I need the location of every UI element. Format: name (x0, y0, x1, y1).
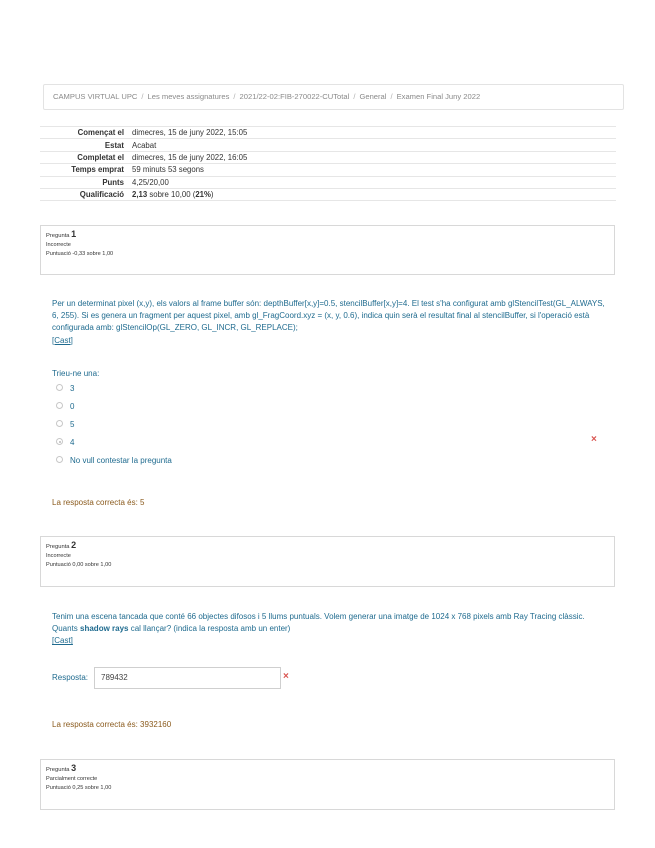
cast-link[interactable]: [Cast] (52, 335, 73, 345)
choose-one-prompt: Trieu-ne una: (52, 369, 100, 378)
summary-label: Punts (40, 176, 128, 188)
summary-label: Començat el (40, 127, 128, 139)
question-state: Incorrecte (46, 242, 71, 248)
summary-value: Acabat (128, 139, 616, 151)
question-number-value: 3 (71, 763, 77, 773)
grade-percent: 21% (195, 190, 211, 200)
breadcrumb (43, 84, 624, 110)
question-state: Incorrecte (46, 553, 71, 559)
summary-grade-value (128, 188, 616, 200)
breadcrumb-link-exam[interactable]: Examen Final Juny 2022 (396, 92, 481, 101)
question-state: Parcialment correcte (46, 776, 98, 782)
radio-button[interactable] (56, 402, 63, 409)
correct-answer-feedback: La resposta correcta és: 3932160 (52, 720, 172, 729)
question-text-content: Per un determinat pixel (x,y), els valors al frame buffer són: depthBuffer[x,y]=0.5, stencilBuffer[x,y]=4. El test s'ha configurat amb glStencilTest(GL_ALWAYS, 6, 255). Si es genera un fragment per aquest pixel, amb gl_FragCoord.xyz = (x, y, 0.6), indica quin serà el resultat final al stencilBuffer, si l'operació està configurada amb: glStencilOp(GL_ZERO, GL_INCR, GL_REPLACE); (52, 299, 605, 333)
option-5[interactable] (56, 419, 74, 431)
summary-value: 59 minuts 53 segons (128, 164, 616, 176)
question-1-text (52, 298, 612, 347)
grade-out-of: sobre 10,00 ( (147, 190, 196, 200)
option-label: 3 (70, 384, 75, 393)
summary-row-state (40, 139, 616, 151)
question-number (46, 229, 609, 239)
grade-close: ) (210, 190, 214, 200)
question-number-value: 2 (71, 540, 77, 550)
option-no-answer[interactable] (56, 455, 172, 467)
question-3-info (40, 759, 615, 810)
question-label: Pregunta (46, 233, 70, 239)
incorrect-icon: × (283, 671, 289, 682)
radio-button[interactable] (56, 420, 63, 427)
summary-row-time-taken (40, 164, 616, 176)
summary-label: Qualificació (40, 188, 128, 200)
option-label: 4 (70, 438, 75, 447)
summary-row-grade (40, 188, 616, 200)
summary-row-points (40, 176, 616, 188)
option-4-selected[interactable] (56, 437, 74, 449)
summary-value: dimecres, 15 de juny 2022, 15:05 (128, 127, 616, 139)
breadcrumb-link-course[interactable]: 2021/22-02:FIB-270022-CUTotal (239, 92, 350, 101)
option-label: 0 (70, 402, 75, 411)
option-3[interactable] (56, 383, 74, 395)
summary-label: Completat el (40, 151, 128, 163)
radio-button[interactable] (56, 456, 63, 463)
summary-row-started (40, 127, 616, 139)
quiz-summary-table (40, 126, 616, 201)
summary-value: dimecres, 15 de juny 2022, 16:05 (128, 151, 616, 163)
breadcrumb-separator: / (141, 92, 144, 101)
summary-value: 4,25/20,00 (128, 176, 616, 188)
cast-link[interactable]: [Cast] (52, 636, 73, 646)
radio-button-checked[interactable] (56, 438, 63, 445)
breadcrumb-separator: / (233, 92, 236, 101)
radio-button[interactable] (56, 384, 63, 391)
question-label: Pregunta (46, 767, 70, 773)
question-points: Puntuació 0,25 sobre 1,00 (46, 785, 112, 791)
summary-label: Estat (40, 139, 128, 151)
option-label: No vull contestar la pregunta (70, 456, 172, 465)
breadcrumb-link-my-courses[interactable]: Les meves assignatures (147, 92, 230, 101)
breadcrumb-separator: / (390, 92, 393, 101)
answer-label: Resposta: (52, 673, 89, 682)
breadcrumb-separator: / (353, 92, 356, 101)
option-0[interactable] (56, 401, 74, 413)
question-1-info (40, 225, 615, 275)
grade-score: 2,13 (132, 190, 148, 200)
question-label: Pregunta (46, 544, 70, 550)
breadcrumb-link-general[interactable]: General (359, 92, 387, 101)
incorrect-icon: × (591, 434, 597, 445)
question-text-part: cal llançar? (indica la resposta amb un enter) (128, 624, 291, 634)
question-number-value: 1 (71, 229, 77, 239)
correct-answer-feedback: La resposta correcta és: 5 (52, 498, 145, 507)
summary-row-completed (40, 151, 616, 163)
answer-input[interactable]: 789432 (94, 667, 281, 689)
question-number (46, 540, 609, 550)
option-label: 5 (70, 420, 75, 429)
summary-label: Temps emprat (40, 164, 128, 176)
question-points: Puntuació 0,00 sobre 1,00 (46, 562, 112, 568)
breadcrumb-link-campus[interactable]: CAMPUS VIRTUAL UPC (53, 92, 138, 101)
question-text-bold: shadow rays (80, 624, 129, 634)
question-2-text (52, 611, 612, 648)
question-text-part: Tenim una escena tancada que conté 66 objectes difosos i 5 llums puntuals. Volem generar una imatge de 1024 x 768 pixels amb Ray Tracing clàssic. Quants (52, 612, 585, 634)
question-number (46, 763, 609, 773)
question-2-info (40, 536, 615, 587)
question-points: Puntuació -0,33 sobre 1,00 (46, 251, 114, 257)
